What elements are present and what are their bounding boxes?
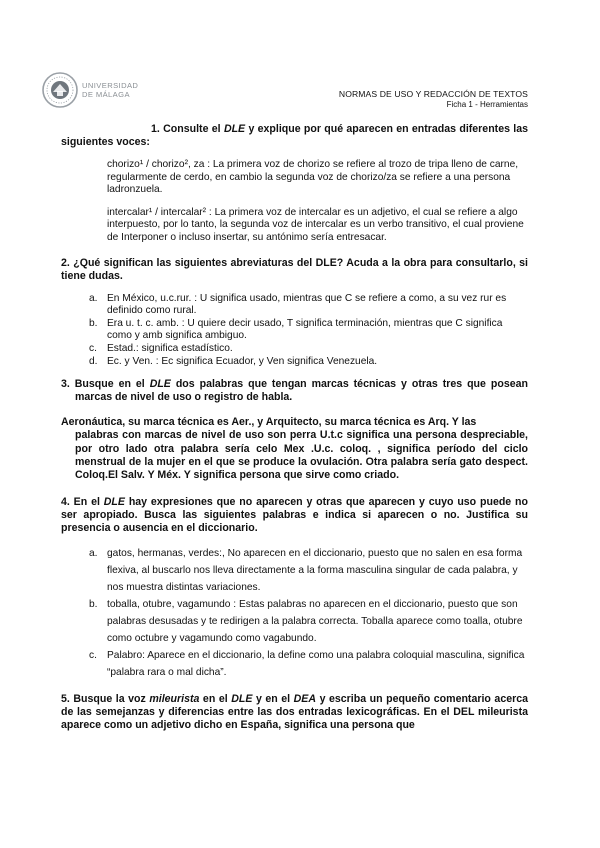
- list-item: a. gatos, hermanas, verdes:, No aparecen en el diccionario, puesto que no salen en esa forma flexiva, al buscarlo nos lleva directamente a la forma masculina singular de cada palabra, y nos muestra distintas variaciones.: [89, 548, 523, 594]
- answer-2-list: [61, 293, 528, 369]
- answer-3-line-1: Aeronáutica, su marca técnica es Aer., y Arquitecto, su marca técnica es Arq. Y las: [61, 416, 477, 429]
- question-5-dle: DLE: [231, 693, 253, 706]
- document-body: [61, 123, 528, 732]
- document-header: [339, 89, 528, 109]
- list-item: c. Estad.: significa estadístico.: [89, 342, 233, 354]
- logo-line-2: DE MÁLAGA: [82, 90, 130, 99]
- question-4: 4. En el DLE hay expresiones que no aparecen y otras que aparecen y cuyo uso puede no ser apropiado. Busca las siguientes palabras e indica si aparecen o no. Justifica su presencia o ausencia en el diccionario.: [61, 496, 528, 535]
- logo-line-1: UNIVERSIDAD: [82, 81, 139, 90]
- answer-1-intercalar: intercalar¹ / intercalar² : La primera voz de intercalar es un adjetivo, el cual se refiere a algo interpuesto, por lo tanto, la segunda voz de intercalar es un verbo transitivo, el cual proviene de Interponer o incluso insertar, su antónimo sería entresacar.: [107, 206, 524, 243]
- answer-3: [61, 416, 528, 482]
- university-seal-icon: [42, 72, 78, 108]
- question-3: 3. Busque en el DLE dos palabras que tengan marcas técnicas y otras tres que posean marcas de nivel de uso o registro de habla.: [61, 378, 528, 404]
- question-5: 5. Busque la voz mileurista en el DLE y en el DEA y escriba un pequeño comentario acerca de las semejanzas y diferencias entre las dos entradas lexicográficas. En el DEL mileurista aparece como un adjetivo dicho en España, significa una persona que: [61, 693, 529, 732]
- question-1-text-a: Consulte el: [163, 123, 221, 135]
- question-4-dle: DLE: [103, 496, 125, 509]
- question-1-dle: DLE: [223, 123, 246, 135]
- question-2: 2. ¿Qué significan las siguientes abreviaturas del DLE? Acuda a la obra para consultarlo, si tiene dudas.: [61, 256, 528, 282]
- list-item: a. En México, u.c.rur. : U significa usado, mientras que C se refiere a como, a su vez rur es definido como rural.: [89, 292, 507, 317]
- question-1: [61, 123, 528, 149]
- question-1-text-b: y explique por qué aparecen en entradas diferentes las siguientes voces:: [61, 123, 529, 148]
- list-item: b. Era u. t. c. amb. : U quiere decir usado, T significa terminación, mientras que C significa como y amb significa ambiguo.: [89, 317, 503, 342]
- question-3-dle: DLE: [149, 378, 171, 391]
- list-item: c. Palabro: Aparece en el diccionario, la define como una palabra coloquial masculina, significa “palabra rara o mal dicha”.: [89, 650, 525, 679]
- question-5-dea: DEA: [293, 693, 317, 706]
- list-item: d. Ec. y Ven. : Ec significa Ecuador, y Ven significa Venezuela.: [89, 355, 378, 367]
- answer-4-list: [61, 545, 528, 681]
- answer-1-chorizo: chorizo¹ / chorizo², za : La primera voz de chorizo se refiere al trozo de tripa lleno de carne, regularmente de cerdo, en cambio la segunda voz de chorizo/za se refiere a una persona ladronzuela.: [107, 159, 519, 196]
- list-item: b. toballa, otubre, vagamundo : Estas palabras no aparecen en el diccionario, puesto que son palabras desusadas y te redirigen a la palabra correcta. Toballa aparece como toalla, otubre como octubre y vagamundo como vagabundo.: [89, 599, 523, 645]
- question-5-word: mileurista: [149, 693, 200, 706]
- header-title: NORMAS DE USO Y REDACCIÓN DE TEXTOS: [338, 89, 528, 99]
- answer-3-rest: palabras con marcas de nivel de uso son perra U.t.c significa una persona despreciable, por otro lado otra palabra sería celo Mex .U.c. coloq. , significa período del ciclo menstrual de la mujer en el que se produce la ovulación. Otra palabra sería gato despect. Coloq.El Salv. Y Méx. Y significa persona que sirve como criado.: [75, 429, 528, 481]
- header-subtitle: Ficha 1 - Herramientas: [446, 100, 528, 109]
- question-1-number: 1.: [151, 123, 160, 135]
- university-logo: [42, 72, 138, 108]
